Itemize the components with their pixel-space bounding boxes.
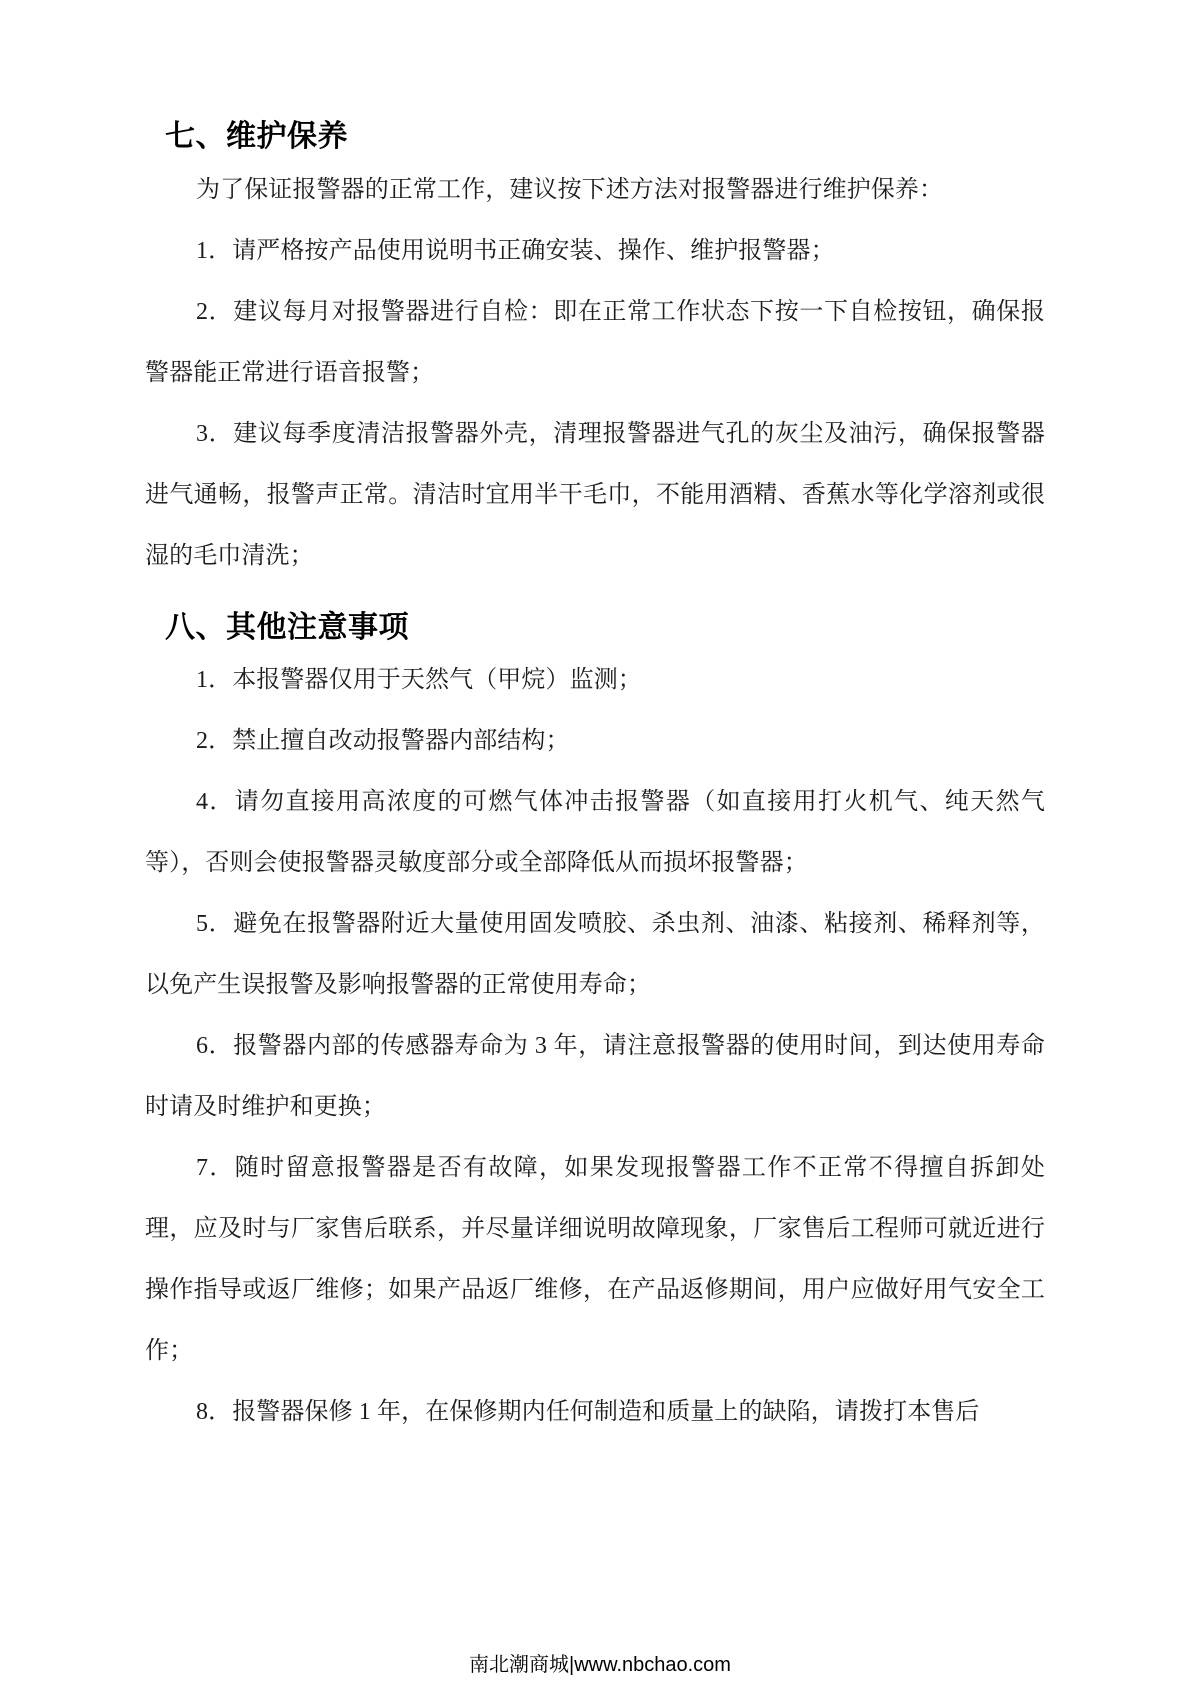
section-eight-item-5: 5．避免在报警器附近大量使用固发喷胶、杀虫剂、油漆、粘接剂、稀释剂等，以免产生误报警及影响报警器的正常使用寿命； bbox=[145, 911, 1045, 998]
section-eight-item-7: 7．随时留意报警器是否有故障，如果发现报警器工作不正常不得擅自拆卸处理，应及时与厂家售后联系，并尽量详细说明故障现象，厂家售后工程师可就近进行操作指导或返厂维修；如果产品返厂维修，在产品返修期间，用户应做好用气安全工作； bbox=[145, 1155, 1045, 1364]
document-body bbox=[145, 118, 1045, 1443]
section-eight-item-4: 4．请勿直接用高浓度的可燃气体冲击报警器（如直接用打火机气、纯天然气等），否则会使报警器灵敏度部分或全部降低从而损坏报警器； bbox=[145, 789, 1045, 876]
section-eight-item-1: 1．本报警器仅用于天然气（甲烷）监测； bbox=[196, 667, 642, 693]
section-seven-intro: 为了保证报警器的正常工作，建议按下述方法对报警器进行维护保养： bbox=[196, 176, 944, 203]
section-heading-seven: 七、维护保养 bbox=[165, 120, 348, 153]
section-eight-item-2: 2．禁止擅自改动报警器内部结构； bbox=[196, 728, 570, 754]
section-seven-item-1: 1．请严格按产品使用说明书正确安装、操作、维护报警器； bbox=[196, 237, 835, 264]
section-eight-item-8: 8．报警器保修 1 年，在保修期内任何制造和质量上的缺陷，请拨打本售后 bbox=[196, 1399, 980, 1425]
section-heading-eight: 八、其他注意事项 bbox=[165, 610, 409, 644]
section-eight-item-6: 6．报警器内部的传感器寿命为 3 年，请注意报警器的使用时间，到达使用寿命时请及时维护和更换； bbox=[145, 1033, 1045, 1120]
section-seven-item-2: 2．建议每月对报警器进行自检：即在正常工作状态下按一下自检按钮，确保报警器能正常进行语音报警； bbox=[145, 298, 1045, 386]
page-footer: 南北潮商城|www.nbchao.com bbox=[469, 1654, 731, 1676]
section-seven-item-3: 3．建议每季度清洁报警器外壳，清理报警器进气孔的灰尘及油污，确保报警器进气通畅，报警声正常。清洁时宜用半干毛巾，不能用酒精、香蕉水等化学溶剂或很湿的毛巾清洗； bbox=[145, 420, 1045, 569]
